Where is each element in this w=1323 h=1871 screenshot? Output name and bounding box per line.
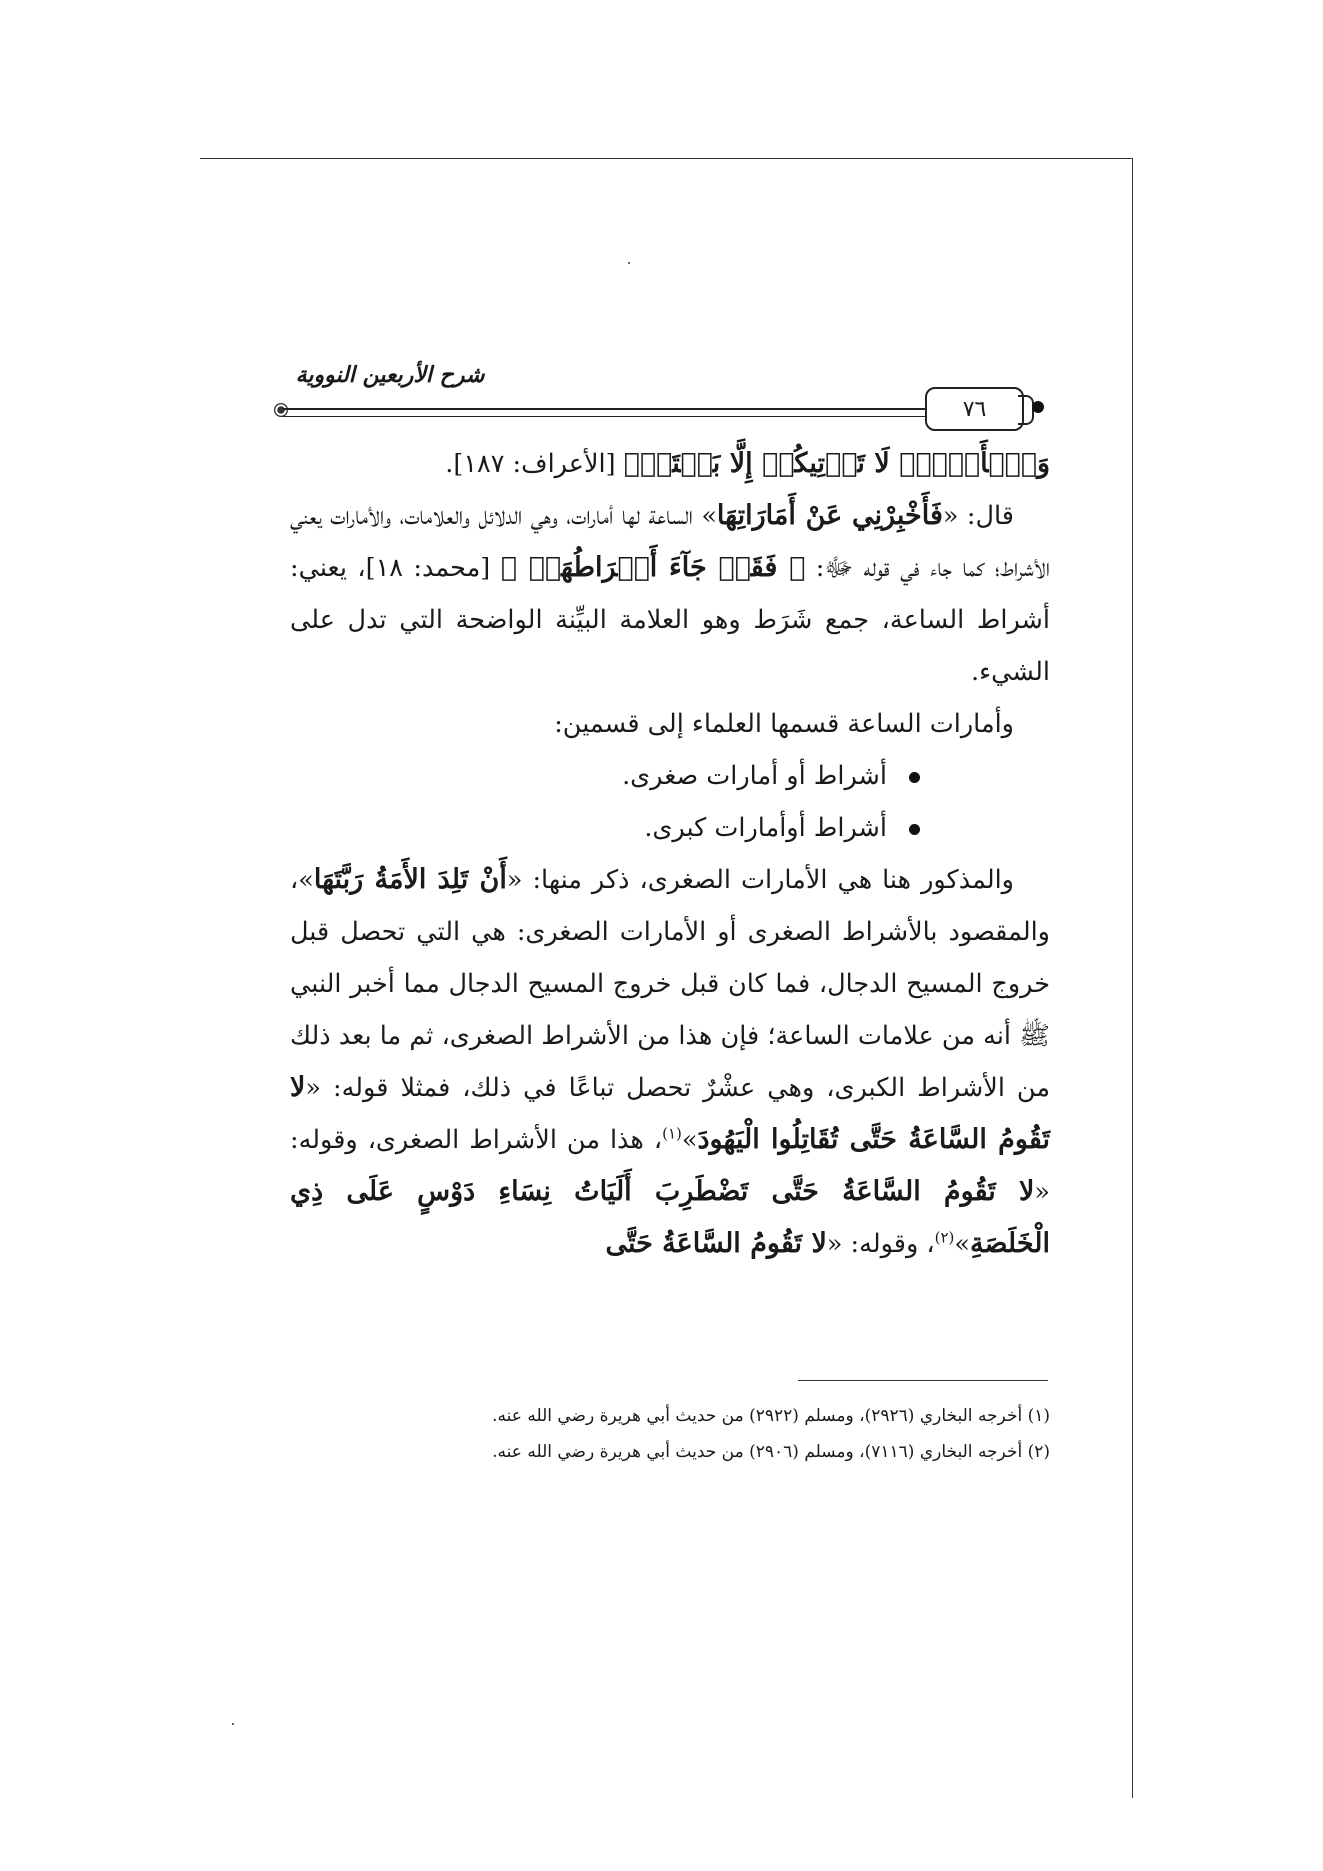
quran-verse: ﴿ فَقَدۡ جَآءَ أَشۡرَاطُهَاۚ ﴾ bbox=[500, 552, 806, 583]
footnote-separator bbox=[798, 1380, 1048, 1381]
page-number: ٧٦ bbox=[925, 387, 1024, 431]
running-head-title: شرح الأربعين النووية bbox=[295, 362, 485, 388]
footnote: (١) أخرجه البخاري (٢٩٢٦)، ومسلم (٢٩٢٢) من حديث أبي هريرة رضي الله عنه. bbox=[492, 1406, 1050, 1426]
footnote: (٢) أخرجه البخاري (٧١١٦)، ومسلم (٢٩٠٦) من حديث أبي هريرة رضي الله عنه. bbox=[492, 1442, 1050, 1462]
hadith-quote: لا تَقُومُ السَّاعَةُ حَتَّى تُقَاتِلُوا الْيَهُودَ bbox=[290, 1072, 1050, 1155]
page-frame-right-rule bbox=[1132, 158, 1133, 1798]
bullet-list bbox=[290, 750, 1050, 854]
footnote-marker: (٢) bbox=[934, 1228, 955, 1247]
footnote-marker: (١) bbox=[662, 1124, 682, 1143]
verse-continuation-line bbox=[290, 438, 1050, 490]
page-frame-top-rule bbox=[200, 158, 1133, 159]
head-bracket-ornament bbox=[1018, 395, 1034, 425]
quran-verse: وَٱلۡأَرۡضِۚ لَا تَأۡتِيكُمۡ إِلَّا بَغۡتَةٗۗ bbox=[623, 448, 1050, 479]
list-item: أشراط أو أمارات صغرى. bbox=[290, 750, 1050, 802]
bullet-icon bbox=[909, 824, 920, 835]
head-rule bbox=[282, 408, 992, 417]
head-dot-ornament bbox=[1032, 401, 1044, 413]
paragraph-amarat: قال: «فَأَخْبِرْنِي عَنْ أَمَارَاتِهَا» الساعة لها أمارات، وهي الدلائل والعلامات، والأمارات يعني الأشراط؛ كما جاء في قوله ﷻ: ﴿ فَقَدۡ جَآءَ أَشۡرَاطُهَاۚ ﴾ [محمد: ١٨]، يعني: أشراط الساعة، جمع شَرَط وهو العلامة البيِّنة الواضحة التي تدل على الشيء. bbox=[290, 500, 1051, 687]
scan-speck bbox=[628, 262, 630, 264]
bullet-icon bbox=[909, 772, 920, 783]
main-text bbox=[290, 438, 1050, 1270]
paragraph-division: وأمارات الساعة قسمها العلماء إلى قسمين: bbox=[554, 709, 1014, 739]
hadith-quote: فَأَخْبِرْنِي عَنْ أَمَارَاتِهَا bbox=[716, 500, 943, 531]
hadith-quote: لا تَقُومُ السَّاعَةُ حَتَّى تَضْطَرِبَ أَلَيَاتُ نِسَاءِ دَوْسٍ عَلَى ذِي الْخَلَصَةِ bbox=[290, 1176, 1050, 1259]
hadith-quote: أَنْ تَلِدَ الأَمَةُ رَبَّتَهَا bbox=[313, 864, 507, 895]
paragraph-minor-signs: والمذكور هنا هي الأمارات الصغرى، ذكر منها: «أَنْ تَلِدَ الأَمَةُ رَبَّتَهَا»، والمقصود بالأشراط الصغرى أو الأمارات الصغرى: هي التي تحصل قبل خروج المسيح الدجال، فما كان قبل خروج المسيح الدجال مما أخبر النبي ﷺ أنه من علامات الساعة؛ فإن هذا من الأشراط الصغرى، ثم ما بعد ذلك من الأشراط الكبرى، وهي عشْرٌ تحصل تباعًا في ذلك، فمثلا قوله: «لا تَقُومُ السَّاعَةُ حَتَّى تُقَاتِلُوا الْيَهُودَ»$^{(١)}$، هذا من الأشراط الصغرى، وقوله: «لا تَقُومُ السَّاعَةُ حَتَّى تَضْطَرِبَ أَلَيَاتُ نِسَاءِ دَوْسٍ عَلَى ذِي الْخَلَصَةِ»$^{(٢)}$، وقوله: «لا تَقُومُ السَّاعَةُ حَتَّى bbox=[290, 864, 1050, 1259]
hadith-quote: لا تَقُومُ السَّاعَةُ حَتَّى bbox=[605, 1228, 827, 1259]
footnotes bbox=[380, 1398, 1050, 1470]
verse-reference: [الأعراف: ١٨٧]. bbox=[445, 449, 624, 479]
scan-speck bbox=[232, 1723, 234, 1725]
list-item: أشراط أوأمارات كبرى. bbox=[290, 802, 1050, 854]
